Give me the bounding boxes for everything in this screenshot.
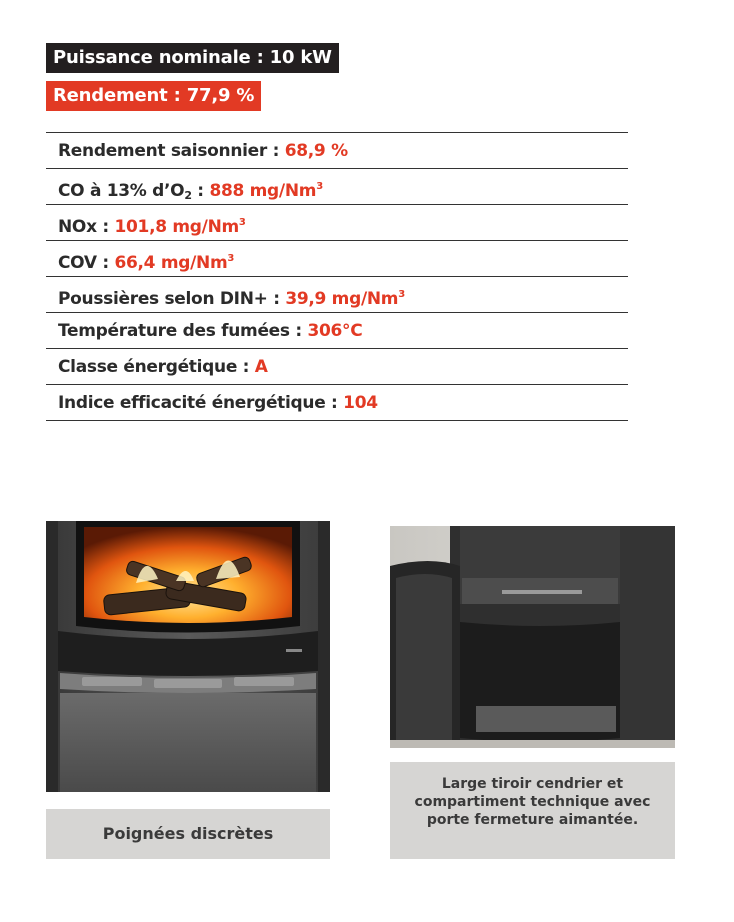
spec-label: COV :: [58, 253, 115, 273]
spec-value-superscript: 3: [398, 289, 405, 300]
spec-value: 888 mg/Nm: [209, 181, 317, 201]
spec-value: A: [254, 357, 268, 377]
spec-label: Température des fumées :: [58, 321, 308, 341]
spec-value-superscript: 3: [238, 217, 246, 228]
spec-value: 306°C: [307, 321, 363, 341]
spec-row-flue-temperature: [46, 313, 628, 349]
spec-value: 68,9 %: [284, 141, 348, 161]
spec-row-energy-class: [46, 349, 628, 385]
caption-handles: Poignées discrètes: [46, 809, 330, 859]
spec-value: 101,8 mg/Nm: [114, 217, 239, 237]
spec-row-cov: [46, 241, 628, 277]
spec-row-nox: [46, 205, 628, 241]
nominal-power-badge: Puissance nominale : 10 kW: [46, 43, 339, 73]
spec-value-superscript: 3: [316, 181, 323, 192]
stove-fire-illustration: [46, 521, 330, 792]
ash-drawer-photo: [390, 526, 675, 748]
spec-row-dust: [46, 277, 628, 313]
spec-value: 104: [343, 393, 378, 413]
spec-label-subscript: 2: [184, 189, 192, 202]
spec-label: Indice efficacité énergétique :: [58, 393, 344, 413]
specs-table: [46, 132, 628, 421]
spec-label: Classe énergétique :: [58, 357, 255, 377]
ash-drawer-illustration: [390, 526, 675, 748]
stove-fire-photo: [46, 521, 330, 792]
spec-label-separator: :: [191, 181, 210, 201]
spec-label: Poussières selon DIN+ :: [58, 289, 286, 309]
caption-ash-drawer: Large tiroir cendrier et compartiment technique avec porte fermeture aimantée.: [390, 762, 675, 859]
spec-row-co: [46, 169, 628, 205]
spec-row-energy-index: [46, 385, 628, 421]
spec-value: 66,4 mg/Nm: [114, 253, 228, 273]
efficiency-badge: Rendement : 77,9 %: [46, 81, 261, 111]
spec-row-seasonal-efficiency: [46, 133, 628, 169]
spec-label: Rendement saisonnier :: [58, 141, 285, 161]
spec-label: CO à 13% d’O: [58, 181, 185, 201]
spec-value-superscript: 3: [227, 253, 235, 264]
spec-value: 39,9 mg/Nm: [285, 289, 399, 309]
spec-label: NOx :: [58, 217, 115, 237]
